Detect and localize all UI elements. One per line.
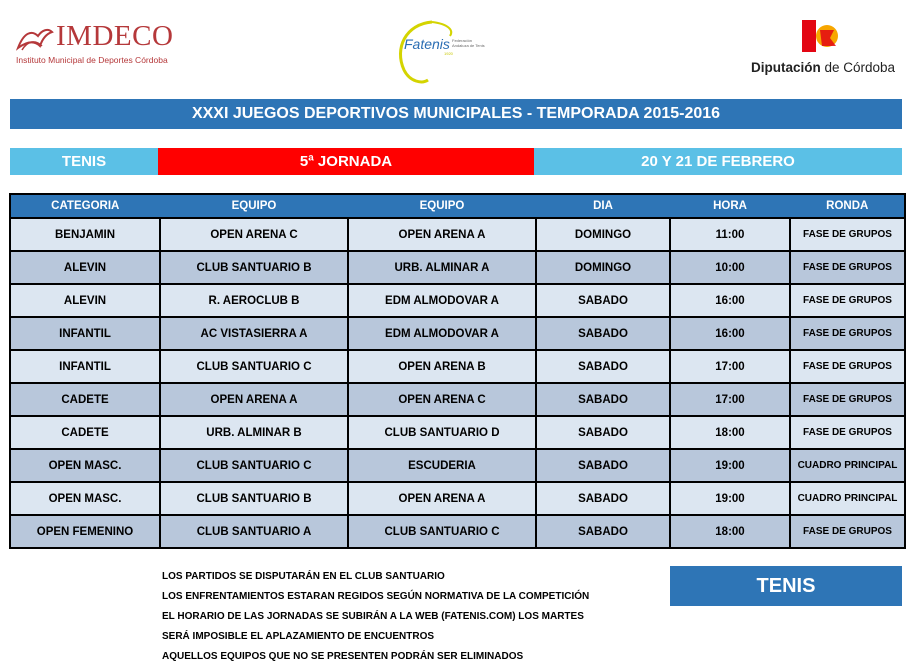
diputacion-logo: [748, 18, 908, 80]
ronda-cell: FASE DE GRUPOS: [790, 350, 905, 383]
table-row: [10, 251, 905, 284]
ronda-cell: FASE DE GRUPOS: [790, 515, 905, 548]
categoria-cell: OPEN FEMENINO: [10, 515, 160, 548]
hora-cell: 17:00: [670, 350, 790, 383]
hora-cell: 18:00: [670, 416, 790, 449]
table-row: [10, 317, 905, 350]
equipo-visitante-cell: CLUB SANTUARIO D: [348, 416, 536, 449]
ronda-cell: FASE DE GRUPOS: [790, 251, 905, 284]
equipo-visitante-cell: EDM ALMODOVAR A: [348, 284, 536, 317]
categoria-cell: CADETE: [10, 416, 160, 449]
hora-cell: 16:00: [670, 317, 790, 350]
note-line: LOS PARTIDOS SE DISPUTARÁN EN EL CLUB SANTUARIO: [162, 571, 445, 582]
table-row: [10, 482, 905, 515]
equipo-visitante-cell: ESCUDERIA: [348, 449, 536, 482]
equipo-visitante-cell: EDM ALMODOVAR A: [348, 317, 536, 350]
diputacion-bold: Diputación: [751, 60, 821, 75]
equipo-local-cell: CLUB SANTUARIO C: [160, 449, 348, 482]
equipo-visitante-cell: OPEN ARENA B: [348, 350, 536, 383]
diputacion-emblem-icon: [800, 18, 840, 54]
schedule-table: [9, 193, 906, 549]
equipo-local-cell: OPEN ARENA C: [160, 218, 348, 251]
note-line: EL HORARIO DE LAS JORNADAS SE SUBIRÁN A LA WEB (FATENIS.COM) LOS MARTES: [162, 611, 584, 622]
equipo-local-cell: AC VISTASIERRA A: [160, 317, 348, 350]
dia-cell: SABADO: [536, 317, 670, 350]
sport-label: TENIS: [10, 148, 158, 175]
table-row: [10, 350, 905, 383]
column-header-hora: HORA: [670, 194, 790, 218]
hora-cell: 10:00: [670, 251, 790, 284]
imdeco-logo: [16, 22, 186, 72]
equipo-local-cell: CLUB SANTUARIO B: [160, 251, 348, 284]
equipo-local-cell: CLUB SANTUARIO C: [160, 350, 348, 383]
ronda-cell: CUADRO PRINCIPAL: [790, 449, 905, 482]
note-line: SERÁ IMPOSIBLE EL APLAZAMIENTO DE ENCUENTROS: [162, 631, 435, 642]
note-line: AQUELLOS EQUIPOS QUE NO SE PRESENTEN PODRÁN SER ELIMINADOS: [162, 651, 524, 662]
fatenis-fine-print: Federación Andaluza de Tenis: [452, 38, 485, 48]
categoria-cell: INFANTIL: [10, 350, 160, 383]
table-row: [10, 284, 905, 317]
competition-title: XXXI JUEGOS DEPORTIVOS MUNICIPALES - TEMPORADA 2015-2016: [10, 99, 902, 129]
ronda-cell: FASE DE GRUPOS: [790, 383, 905, 416]
column-header-equipo-visitante: EQUIPO: [348, 194, 536, 218]
equipo-visitante-cell: OPEN ARENA C: [348, 383, 536, 416]
ronda-cell: CUADRO PRINCIPAL: [790, 482, 905, 515]
equipo-local-cell: CLUB SANTUARIO B: [160, 482, 348, 515]
dia-cell: SABADO: [536, 416, 670, 449]
tennis-ball-swoosh-icon: [392, 18, 492, 88]
categoria-cell: OPEN MASC.: [10, 482, 160, 515]
equipo-visitante-cell: OPEN ARENA A: [348, 482, 536, 515]
sport-badge: TENIS: [670, 566, 902, 606]
equipo-local-cell: OPEN ARENA A: [160, 383, 348, 416]
fatenis-logo: [392, 18, 492, 88]
date-label: 20 Y 21 DE FEBRERO: [534, 148, 902, 175]
hora-cell: 16:00: [670, 284, 790, 317]
imdeco-subtitle: Instituto Municipal de Deportes Córdoba: [16, 55, 168, 65]
column-header-categoria: CATEGORIA: [10, 194, 160, 218]
equipo-local-cell: URB. ALMINAR B: [160, 416, 348, 449]
dia-cell: DOMINGO: [536, 251, 670, 284]
dia-cell: SABADO: [536, 383, 670, 416]
ronda-cell: FASE DE GRUPOS: [790, 284, 905, 317]
hora-cell: 11:00: [670, 218, 790, 251]
table-row: [10, 515, 905, 548]
fatenis-mini-text: 1920: [444, 51, 453, 56]
categoria-cell: CADETE: [10, 383, 160, 416]
dia-cell: SABADO: [536, 449, 670, 482]
table-row: [10, 218, 905, 251]
notes-list: [162, 568, 642, 668]
hora-cell: 19:00: [670, 449, 790, 482]
dia-cell: SABADO: [536, 284, 670, 317]
equipo-visitante-cell: URB. ALMINAR A: [348, 251, 536, 284]
hora-cell: 17:00: [670, 383, 790, 416]
round-label: 5ª JORNADA: [158, 148, 534, 175]
column-header-equipo-local: EQUIPO: [160, 194, 348, 218]
schedule-body: [10, 218, 905, 548]
equipo-visitante-cell: OPEN ARENA A: [348, 218, 536, 251]
ronda-cell: FASE DE GRUPOS: [790, 317, 905, 350]
dia-cell: SABADO: [536, 350, 670, 383]
imdeco-emblem-icon: [16, 26, 54, 56]
categoria-cell: INFANTIL: [10, 317, 160, 350]
ronda-cell: FASE DE GRUPOS: [790, 416, 905, 449]
equipo-local-cell: R. AEROCLUB B: [160, 284, 348, 317]
categoria-cell: ALEVIN: [10, 284, 160, 317]
dia-cell: SABADO: [536, 515, 670, 548]
dia-cell: SABADO: [536, 482, 670, 515]
categoria-cell: BENJAMIN: [10, 218, 160, 251]
hora-cell: 18:00: [670, 515, 790, 548]
diputacion-rest: de Córdoba: [820, 60, 896, 75]
table-row: [10, 416, 905, 449]
table-row: [10, 383, 905, 416]
ronda-cell: FASE DE GRUPOS: [790, 218, 905, 251]
fatenis-name: Fatenis: [404, 36, 450, 52]
note-line: LOS ENFRENTAMIENTOS ESTARAN REGIDOS SEGÚN NORMATIVA DE LA COMPETICIÓN: [162, 591, 590, 602]
diputacion-wordmark: [751, 60, 895, 75]
column-header-dia: DIA: [536, 194, 670, 218]
hora-cell: 19:00: [670, 482, 790, 515]
equipo-local-cell: CLUB SANTUARIO A: [160, 515, 348, 548]
dia-cell: DOMINGO: [536, 218, 670, 251]
column-header-ronda: RONDA: [790, 194, 905, 218]
table-row: [10, 449, 905, 482]
equipo-visitante-cell: CLUB SANTUARIO C: [348, 515, 536, 548]
categoria-cell: ALEVIN: [10, 251, 160, 284]
imdeco-name: IMDECO: [56, 20, 174, 52]
table-header-row: [10, 194, 905, 218]
categoria-cell: OPEN MASC.: [10, 449, 160, 482]
